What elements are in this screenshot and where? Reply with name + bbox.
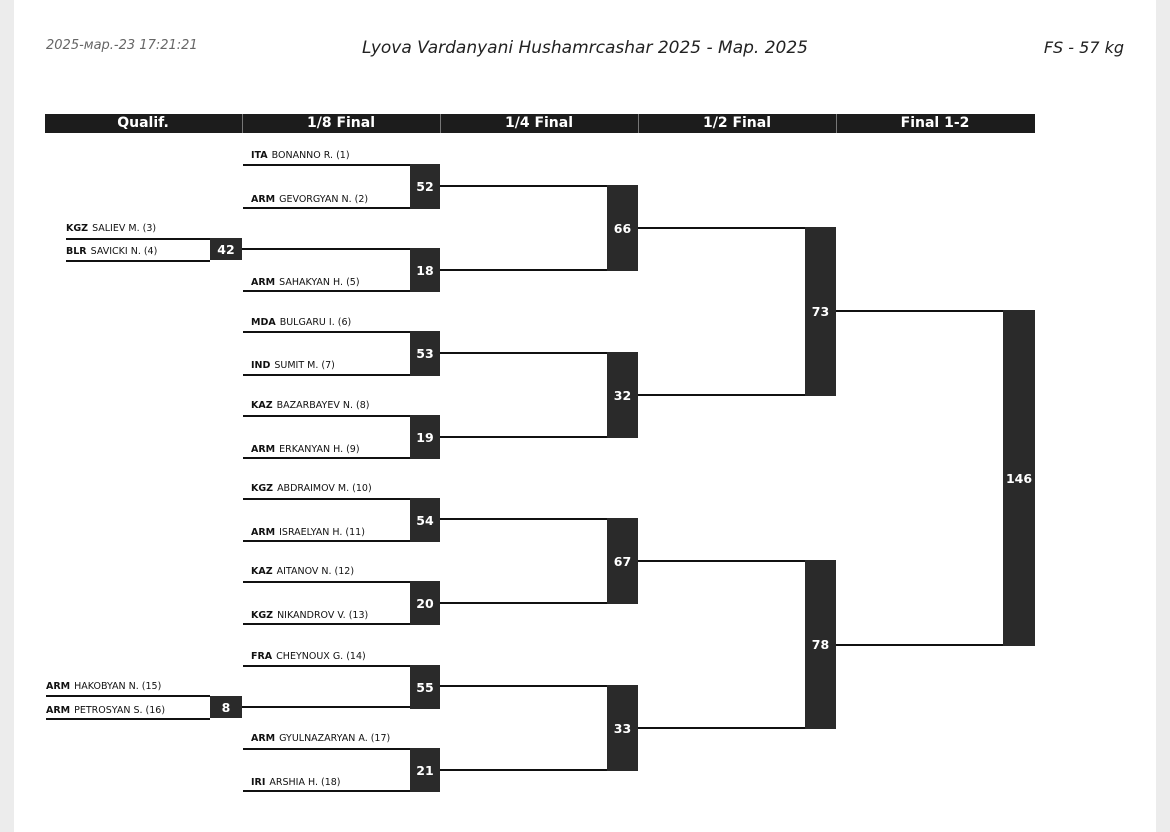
bracket-line (638, 727, 806, 729)
bracket-line (638, 394, 806, 396)
bracket-line (440, 769, 608, 771)
bout-number: 52 (410, 164, 440, 209)
bracket-line (440, 685, 608, 687)
bracket-line (836, 644, 1004, 646)
bout-number: 8 (210, 696, 242, 718)
athlete-name: NIKANDROV V. (13) (277, 610, 369, 621)
athlete-name: ABDRAIMOV M. (10) (277, 483, 372, 494)
athlete-entry (46, 680, 161, 693)
athlete-nation: FRA (251, 651, 273, 662)
bout-number: 67 (607, 518, 638, 604)
bout-number: 33 (607, 685, 638, 771)
column-qualif: Qualif. (117, 115, 169, 131)
athlete-nation: KAZ (251, 400, 273, 411)
column-semi-final: 1/2 Final (702, 115, 772, 131)
athlete-name: BONANNO R. (1) (271, 150, 350, 161)
athlete-name: GYULNAZARYAN A. (17) (279, 733, 391, 744)
bracket-line (440, 269, 608, 271)
bout-number: 73 (805, 227, 836, 396)
bout-number: 42 (210, 238, 242, 260)
bracket-line (243, 581, 410, 583)
athlete-entry (251, 359, 335, 372)
bracket-line (46, 718, 210, 720)
athlete-name: SAVICKI N. (4) (90, 246, 158, 257)
bout-number: 78 (805, 560, 836, 729)
athlete-nation: ARM (251, 527, 276, 538)
bracket-line (243, 623, 410, 625)
bracket-line (440, 185, 608, 187)
athlete-nation: ARM (251, 444, 276, 455)
bout-number: 66 (607, 185, 638, 271)
bracket-line (243, 164, 410, 166)
athlete-name: SALIEV M. (3) (92, 223, 157, 234)
bracket-line (66, 260, 210, 262)
column-final: Final 1-2 (900, 115, 970, 131)
column-quarter-final: 1/4 Final (504, 115, 574, 131)
athlete-nation: BLR (66, 246, 87, 257)
event-title: Lyova Vardanyani Hushamrcashar 2025 - Мар. 2025 (361, 38, 809, 58)
bracket-line (243, 207, 410, 209)
bracket-line (66, 238, 210, 240)
bracket-line (242, 248, 410, 250)
athlete-name: GEVORGYAN N. (2) (279, 194, 369, 205)
bout-number: 18 (410, 248, 440, 292)
athlete-name: ARSHIA H. (18) (269, 777, 341, 788)
athlete-nation: ARM (251, 733, 276, 744)
athlete-name: BAZARBAYEV N. (8) (276, 400, 370, 411)
bout-number: 20 (410, 581, 440, 625)
bracket-line (243, 457, 410, 459)
athlete-name: AITANOV N. (12) (276, 566, 355, 577)
athlete-nation: ARM (251, 277, 276, 288)
bracket-line (243, 540, 410, 542)
athlete-name: ISRAELYAN H. (11) (279, 527, 365, 538)
bracket-line (243, 415, 410, 417)
athlete-nation: IRI (251, 777, 266, 788)
bracket-line (836, 310, 1004, 312)
bout-number: 54 (410, 498, 440, 542)
athlete-nation: IND (251, 360, 271, 371)
athlete-name: PETROSYAN S. (16) (74, 705, 166, 716)
athlete-nation: ARM (251, 194, 276, 205)
athlete-name: SUMIT M. (7) (274, 360, 335, 371)
column-eighth-final: 1/8 Final (306, 115, 376, 131)
bracket-line (243, 665, 410, 667)
bracket-line (440, 518, 608, 520)
athlete-entry (66, 245, 157, 258)
bout-number: 19 (410, 415, 440, 459)
bout-number: 32 (607, 352, 638, 438)
athlete-entry (251, 565, 354, 578)
athlete-nation: MDA (251, 317, 276, 328)
athlete-name: HAKOBYAN N. (15) (74, 681, 162, 692)
athlete-nation: ITA (251, 150, 268, 161)
bracket-line (242, 706, 410, 708)
athlete-entry (251, 193, 368, 206)
athlete-nation: ARM (46, 681, 71, 692)
bout-number: 53 (410, 331, 440, 376)
athlete-nation: ARM (46, 705, 71, 716)
bracket-line (243, 748, 410, 750)
athlete-entry (251, 399, 369, 412)
bracket-line (243, 498, 410, 500)
bracket-line (243, 790, 410, 792)
bout-number: 55 (410, 665, 440, 709)
athlete-name: SAHAKYAN H. (5) (279, 277, 360, 288)
print-timestamp: 2025-мар.-23 17:21:21 (46, 38, 198, 53)
bracket-line (243, 331, 410, 333)
bracket-line (46, 695, 210, 697)
bracket-line (638, 227, 806, 229)
bracket-line (243, 290, 410, 292)
athlete-nation: KGZ (251, 610, 274, 621)
athlete-nation: KGZ (66, 223, 89, 234)
athlete-entry (251, 609, 368, 622)
athlete-entry (251, 650, 366, 663)
athlete-entry (251, 276, 360, 289)
bracket-line (243, 374, 410, 376)
bracket-line (440, 436, 608, 438)
athlete-entry (251, 526, 365, 539)
bout-number: 21 (410, 748, 440, 792)
weight-category: FS - 57 kg (1043, 38, 1124, 57)
athlete-name: ERKANYAN H. (9) (279, 444, 360, 455)
athlete-entry (66, 222, 156, 235)
bracket-line (638, 560, 806, 562)
athlete-entry (251, 316, 351, 329)
athlete-name: CHEYNOUX G. (14) (276, 651, 366, 662)
bracket-line (440, 352, 608, 354)
athlete-name: BULGARU I. (6) (279, 317, 352, 328)
athlete-entry (251, 482, 372, 495)
athlete-nation: KAZ (251, 566, 273, 577)
athlete-entry (251, 149, 350, 162)
athlete-nation: KGZ (251, 483, 274, 494)
athlete-entry (251, 443, 360, 456)
athlete-entry (251, 732, 390, 745)
bout-number: 146 (1003, 310, 1035, 646)
athlete-entry (46, 704, 165, 717)
bracket-line (440, 602, 608, 604)
athlete-entry (251, 776, 341, 789)
